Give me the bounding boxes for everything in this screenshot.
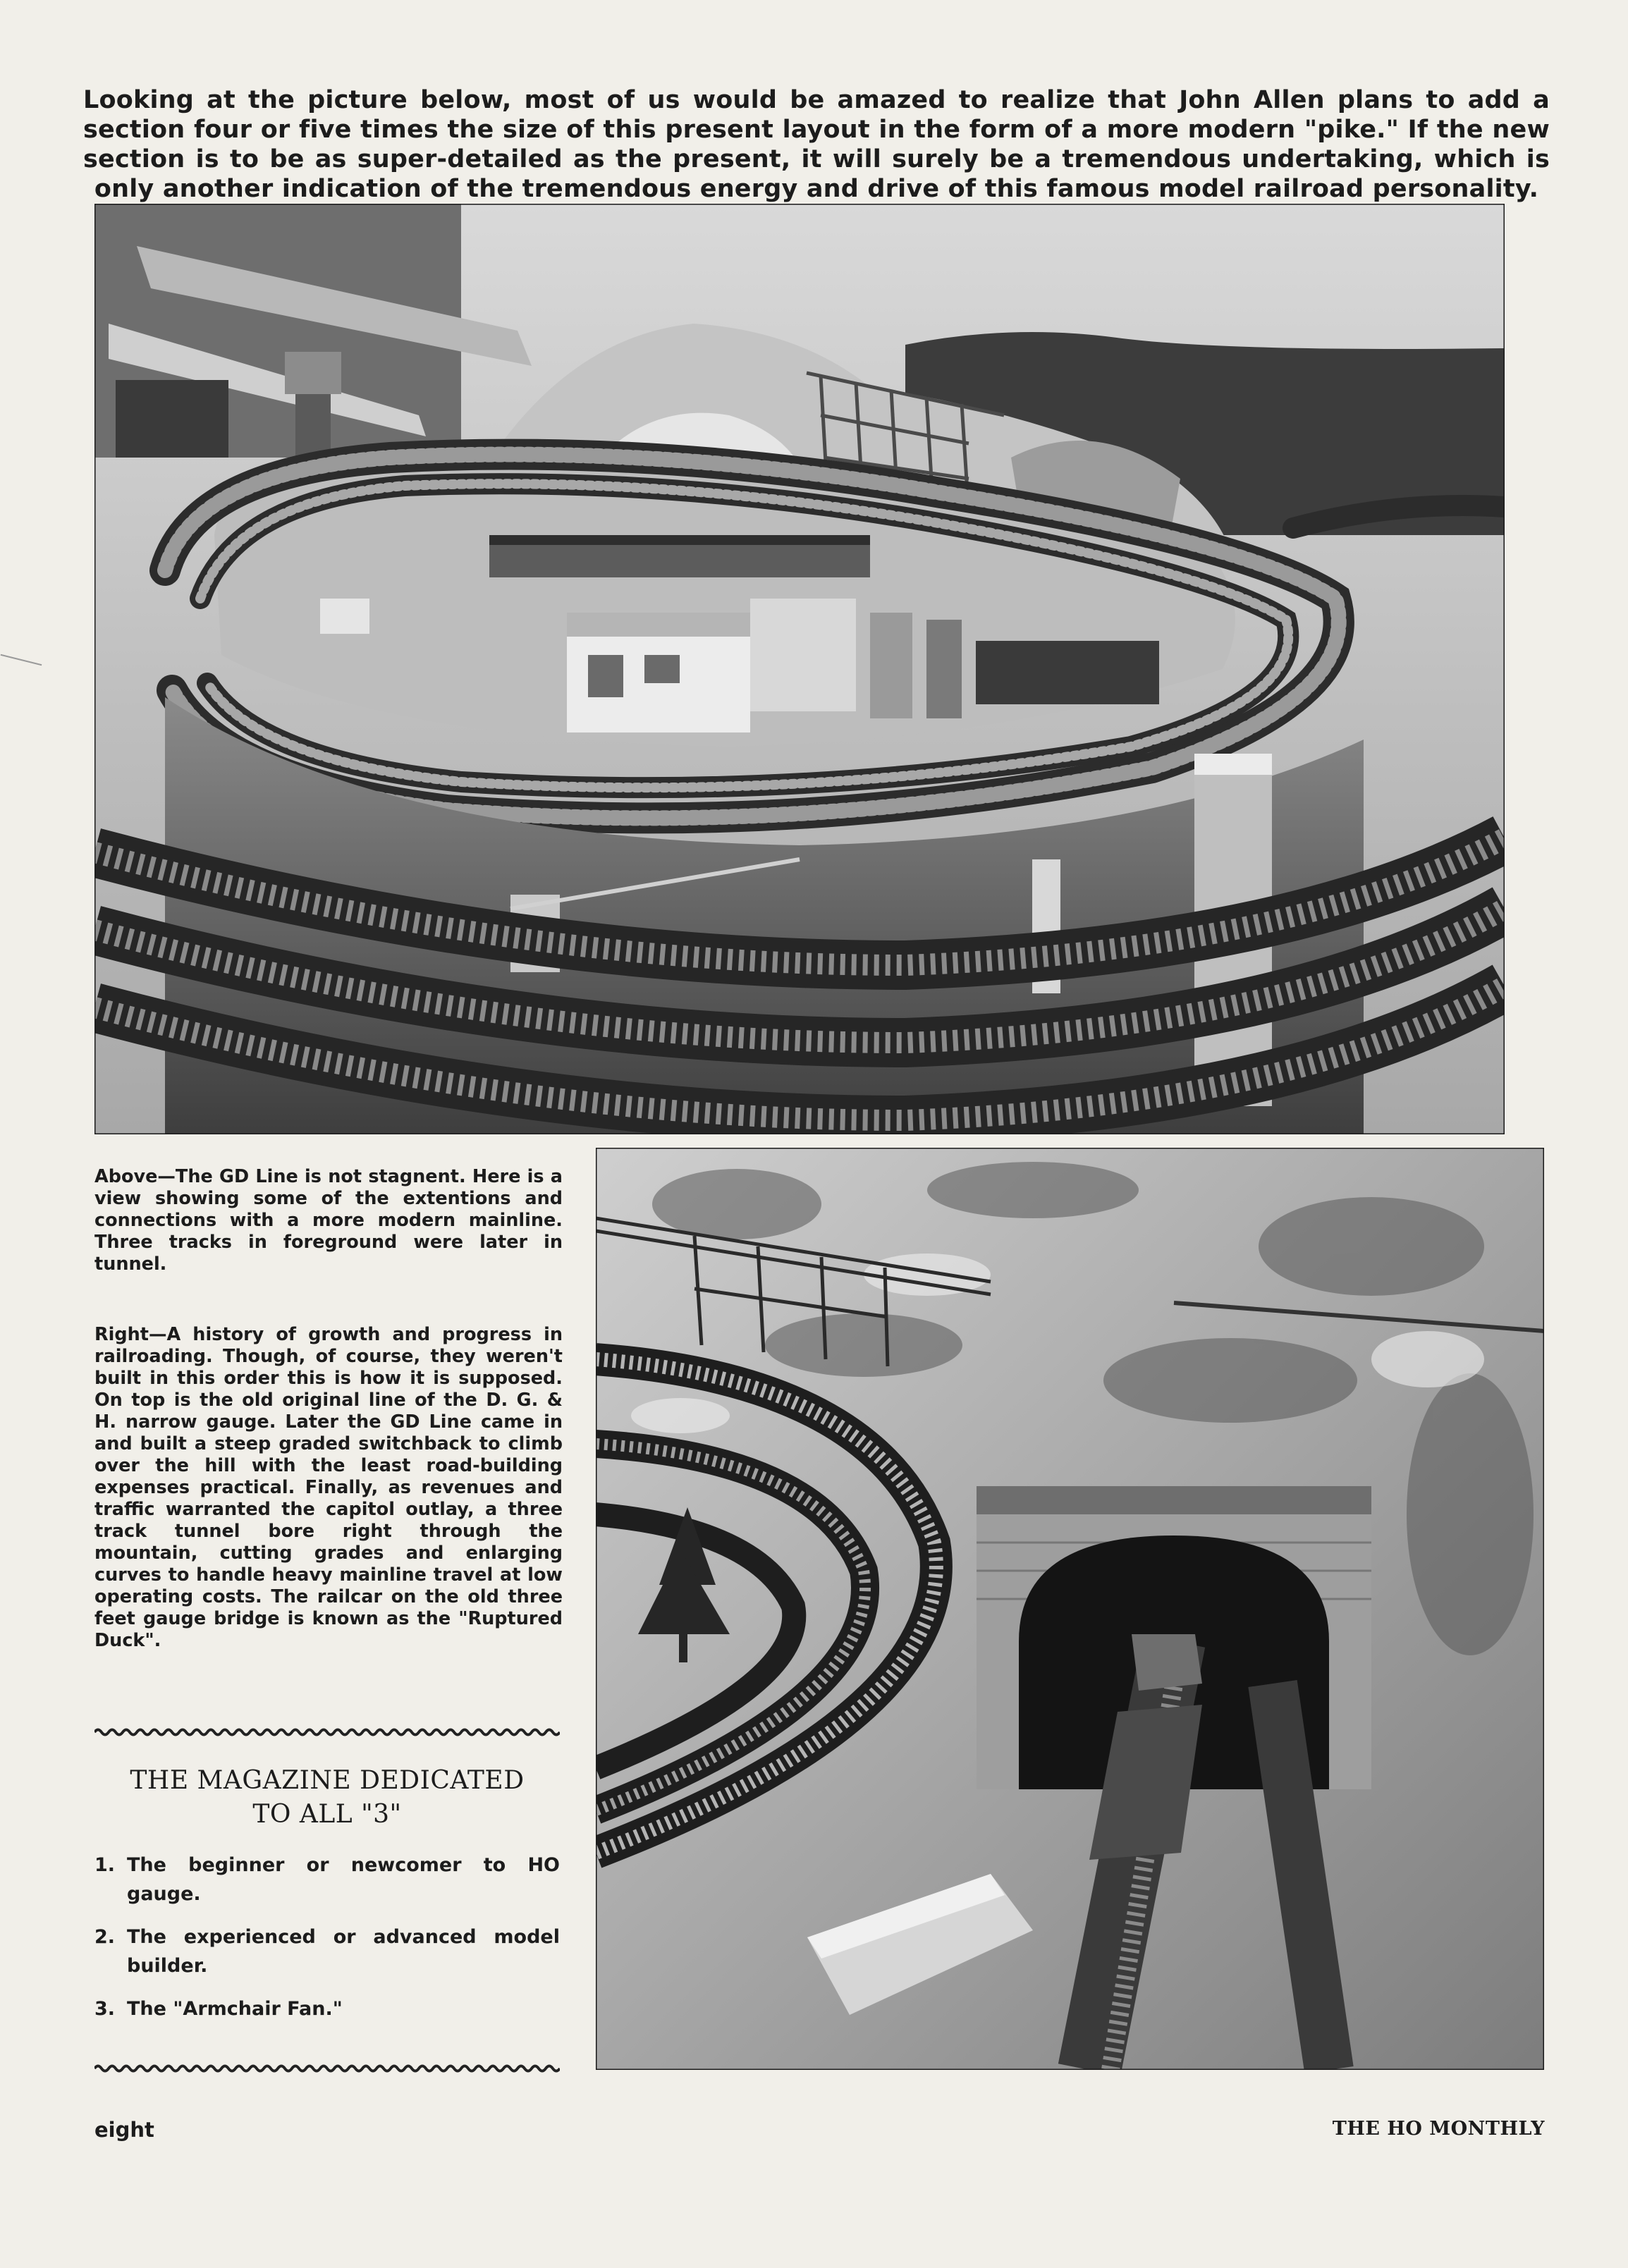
list-item-text: The beginner or newcomer to HO gauge. bbox=[127, 1854, 560, 1905]
list-item bbox=[94, 1923, 560, 1980]
list-item-text: The "Armchair Fan." bbox=[127, 1998, 343, 2020]
list-item-number: 2. bbox=[94, 1926, 116, 1948]
intro-paragraph: Looking at the picture below, most of us would be amazed to realize that John Allen plans to add a section four or five times the size of this present layout in the form of a more modern "pike." If the new section is to be as super-detailed as the present, it will surely be a tremendous undertaking, which is only another indication of the tremendous energy and drive of this famous model railroad personality. bbox=[83, 86, 1550, 203]
page-number: eight bbox=[94, 2118, 154, 2142]
layout-photo bbox=[94, 204, 1505, 1134]
list-item-number: 1. bbox=[94, 1854, 116, 1876]
magazine-box-title bbox=[94, 1764, 560, 1832]
publication-name: THE HO MONTHLY bbox=[1332, 2118, 1545, 2140]
audience-list bbox=[94, 1851, 560, 2037]
scan-mark bbox=[1, 654, 42, 666]
list-item bbox=[94, 1994, 560, 2023]
wave-divider-bottom bbox=[94, 2062, 560, 2075]
list-item-text: The experienced or advanced model builder. bbox=[127, 1926, 560, 1977]
list-item bbox=[94, 1851, 560, 1908]
list-item-number: 3. bbox=[94, 1998, 116, 2020]
wave-divider-top bbox=[94, 1726, 560, 1739]
caption-above: Above—The GD Line is not stagnent. Here is a view showing some of the extentions and connections with a more modern mainline. Three tracks in foreground were later in tunnel. bbox=[94, 1165, 563, 1275]
caption-right: Right—A history of growth and progress in railroading. Though, of course, they weren't built in this order this is how it is supposed. On top is the old original line of the D. G. & H. narrow gauge. Later the GD Line came in and built a steep graded switchback to climb over the hill with the least road-building expenses practical. Finally, as revenues and traffic warranted the capitol outlay, a three track tunnel bore right through the mountain, cutting grades and enlarging curves to handle heavy mainline travel at low operating costs. The railcar on the old three feet gauge bridge is known as the "Ruptured Duck". bbox=[94, 1323, 563, 1651]
tunnel-photo bbox=[596, 1148, 1544, 2070]
magazine-title-line2: TO ALL "3" bbox=[252, 1800, 402, 1829]
magazine-title-line1: THE MAGAZINE DEDICATED bbox=[130, 1766, 525, 1795]
